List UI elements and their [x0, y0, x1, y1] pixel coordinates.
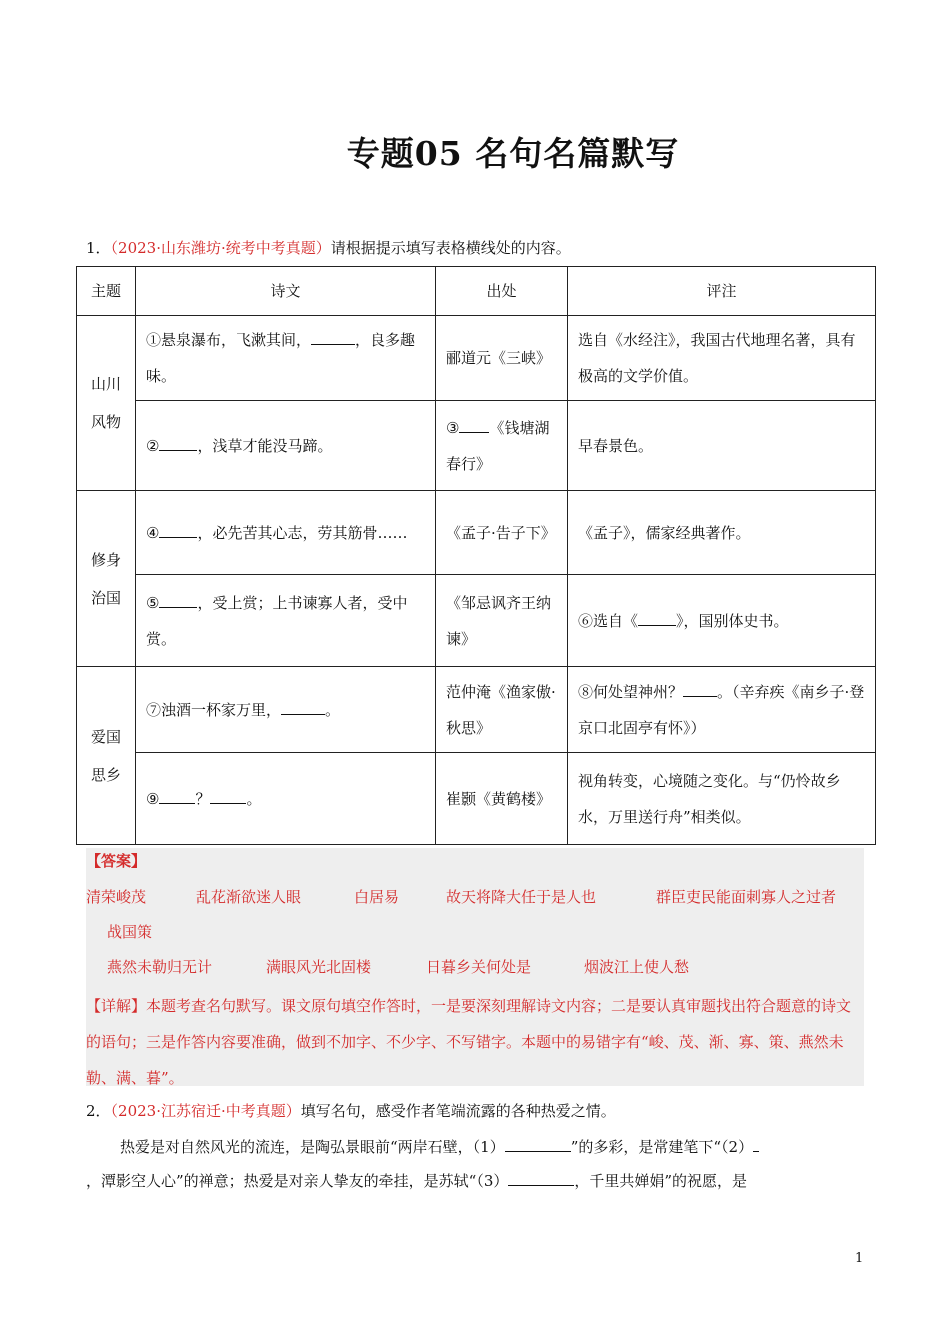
poem-text: ，良多趣味。 — [146, 331, 416, 385]
fill-blank[interactable] — [281, 700, 325, 715]
theme-cell — [77, 316, 136, 491]
question-source: （2023·山东潍坊·统考中考真题） — [110, 239, 331, 257]
source-cell: 范仲淹《渔家傲·秋思》 — [436, 667, 568, 753]
note-cell: 早春景色。 — [568, 401, 876, 491]
table-row — [77, 316, 876, 401]
question-number: 2． — [86, 1102, 111, 1120]
poem-text: ，浅草才能没马蹄。 — [197, 436, 333, 455]
table-row — [77, 575, 876, 667]
poem-text: ⑨ — [146, 789, 160, 808]
source-text: 《钱塘湖春行》 — [446, 418, 550, 473]
passage-text: ”的多彩，是常建笔下“（2） — [570, 1138, 754, 1156]
theme-cell — [77, 491, 136, 667]
note-cell: 视角转变，心境随之变化。与“仍怜故乡水，万里送行舟”相类似。 — [568, 753, 876, 845]
poem-cell — [136, 316, 436, 401]
note-cell: 《孟子》，儒家经典著作。 — [568, 491, 876, 575]
fill-blank[interactable] — [210, 789, 246, 804]
answer-detail: 【详解】本题考查名句默写。课文原句填空作答时，一是要深刻理解诗文内容；二是要认真审题找出符合题意的诗文的语句；三是作答内容要准确，做到不加字、不少字、不写错字。本题中的易错字有“峻、茂、渐、寡、策、燕然未勒、满、暮”。 — [86, 997, 852, 1087]
poem-cell — [136, 667, 436, 753]
fill-blank[interactable] — [638, 611, 676, 626]
source-cell: 崔颢《黄鹤楼》 — [436, 753, 568, 845]
poem-text: ？ — [195, 789, 211, 808]
poem-text: 。 — [325, 700, 341, 719]
question-2-line — [86, 1128, 864, 1166]
question-1-stem — [86, 237, 571, 258]
note-text: 》，国别体史书。 — [676, 611, 789, 630]
page-number: 1 — [855, 1251, 864, 1266]
fill-blank[interactable] — [459, 418, 489, 433]
fill-blank[interactable] — [683, 682, 717, 697]
passage-text: ，潭影空人心”的禅意；热爱是对亲人挚友的牵挂，是苏轼“（3） — [86, 1172, 509, 1190]
fill-blank[interactable] — [753, 1137, 759, 1152]
theme-line: 山川 — [90, 375, 121, 393]
poem-text: ⑤ — [146, 593, 160, 612]
answer-label: 【答案】 — [86, 852, 147, 870]
source-cell — [436, 401, 568, 491]
theme-cell — [77, 667, 136, 845]
note-text: ⑧何处望神州？ — [578, 682, 684, 701]
question-source: （2023·江苏宿迁·中考真题） — [110, 1102, 301, 1120]
table-row — [77, 667, 876, 753]
fill-blank[interactable] — [159, 436, 197, 451]
page-title: 专题05 名句名篇默写 — [346, 134, 680, 173]
answer-item: 故天将降大任于是人也 — [446, 888, 597, 906]
note-cell — [568, 575, 876, 667]
passage-text: 热爱是对自然风光的流连，是陶弘景眼前“两岸石壁，（1） — [120, 1138, 505, 1156]
poem-cell — [136, 753, 436, 845]
answer-item: 烟波江上使人愁 — [584, 958, 690, 976]
table-row — [77, 401, 876, 491]
fill-blank[interactable] — [311, 330, 355, 345]
poem-cell — [136, 401, 436, 491]
theme-line: 修身 — [90, 550, 121, 569]
poem-cell — [136, 575, 436, 667]
question-2-stem — [86, 1100, 616, 1121]
header-source: 出处 — [436, 267, 568, 316]
poem-text: ④ — [146, 523, 160, 542]
passage-text: ，千里共婵娟”的祝愿，是 — [574, 1172, 748, 1190]
poem-text: ⑦浊酒一杯家万里， — [146, 700, 282, 719]
source-cell: 《邹忌讽齐王纳谏》 — [436, 575, 568, 667]
answer-item: 群臣吏民能面刺寡人之过者 — [656, 888, 837, 906]
fill-blank[interactable] — [159, 789, 195, 804]
source-cell: 《孟子·告子下》 — [436, 491, 568, 575]
table-row — [77, 753, 876, 845]
header-theme: 主题 — [77, 267, 136, 316]
theme-line: 治国 — [90, 588, 121, 607]
header-poem: 诗文 — [136, 267, 436, 316]
poem-table — [76, 266, 876, 845]
table-header-row — [77, 267, 876, 316]
answer-item: 燕然未勒归无计 — [107, 958, 213, 976]
poem-cell — [136, 491, 436, 575]
fill-blank[interactable] — [159, 593, 197, 608]
theme-line: 爱国 — [90, 727, 121, 746]
answer-item: 满眼风光北固楼 — [266, 958, 372, 976]
note-cell: 选自《水经注》，我国古代地理名著，具有极高的文学价值。 — [568, 316, 876, 401]
note-text: 。（辛弃疾《南乡子·登京口北固亭有怀》） — [578, 682, 865, 737]
question-prompt: 填写名句，感受作者笔端流露的各种热爱之情。 — [300, 1102, 616, 1120]
source-cell: 郦道元《三峡》 — [436, 316, 568, 401]
fill-blank[interactable] — [159, 523, 197, 538]
note-cell — [568, 667, 876, 753]
answer-item: 清荣峻茂 — [86, 888, 147, 906]
answer-item: 白居易 — [354, 888, 400, 906]
poem-text: 。 — [246, 789, 262, 808]
answer-item: 战国策 — [107, 923, 153, 941]
source-text: ③ — [446, 418, 460, 437]
poem-text: ，受上赏；上书谏寡人者，受中赏。 — [146, 593, 408, 648]
theme-line: 风物 — [90, 413, 121, 431]
fill-blank[interactable] — [505, 1137, 571, 1152]
table-row — [77, 491, 876, 575]
theme-line: 思乡 — [90, 765, 121, 784]
answer-item: 乱花渐欲迷人眼 — [196, 888, 302, 906]
poem-text: ①悬泉瀑布，飞漱其间， — [146, 331, 312, 349]
poem-text: ② — [146, 436, 160, 455]
answer-block — [86, 848, 864, 1086]
header-note: 评注 — [568, 267, 876, 316]
question-prompt: 请根据提示填写表格横线处的内容。 — [330, 239, 571, 257]
question-2-line — [86, 1162, 864, 1200]
question-number: 1． — [86, 239, 111, 257]
fill-blank[interactable] — [508, 1171, 574, 1186]
poem-text: ，必先苦其心志，劳其筋骨…… — [197, 523, 408, 542]
note-text: ⑥选自《 — [578, 611, 639, 630]
answer-item: 日暮乡关何处是 — [426, 958, 532, 976]
